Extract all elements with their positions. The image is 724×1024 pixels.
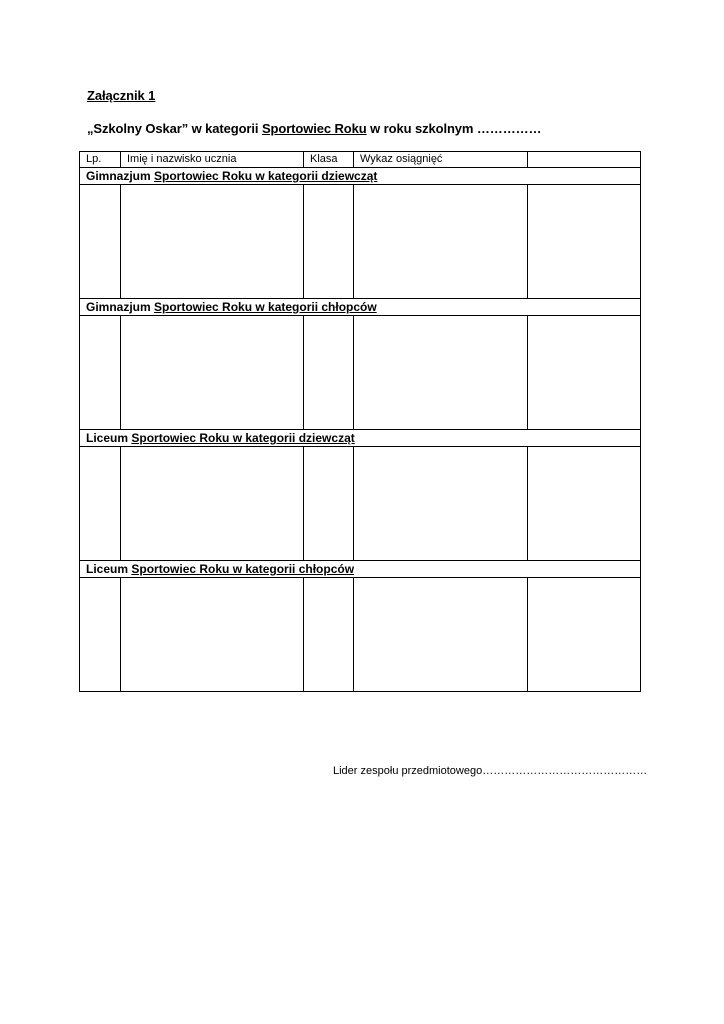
table-header-row xyxy=(80,152,641,168)
entry-cell-lp[interactable] xyxy=(80,316,121,430)
column-header-class: Klasa xyxy=(304,152,354,168)
table-row xyxy=(80,316,641,430)
table-row xyxy=(80,185,641,299)
entry-cell-achievements[interactable] xyxy=(354,316,528,430)
entry-cell-class[interactable] xyxy=(304,578,354,692)
column-header-achievements: Wykaz osiągnięć xyxy=(354,152,528,168)
entry-cell-name[interactable] xyxy=(121,447,304,561)
section-label: Sportowiec Roku w kategorii chłopców xyxy=(154,300,377,314)
entry-cell-extra[interactable] xyxy=(528,447,641,561)
section-prefix: Gimnazjum xyxy=(86,300,155,314)
table-row xyxy=(80,578,641,692)
entry-cell-class[interactable] xyxy=(304,316,354,430)
entry-cell-lp[interactable] xyxy=(80,578,121,692)
document-subtitle xyxy=(87,121,541,136)
section-row-lic-boys xyxy=(80,561,641,578)
entry-cell-name[interactable] xyxy=(121,185,304,299)
subtitle-text-start: „Szkolny Oskar” w kategorii xyxy=(87,121,262,136)
column-header-lp: Lp. xyxy=(80,152,121,168)
signature-line: Lider zespołu przedmiotowego……………………………………… xyxy=(333,765,648,777)
section-row-lic-girls xyxy=(80,430,641,447)
section-heading xyxy=(80,430,641,447)
entry-cell-class[interactable] xyxy=(304,447,354,561)
nomination-table xyxy=(79,151,641,692)
entry-cell-achievements[interactable] xyxy=(354,578,528,692)
document-title: Załącznik 1 xyxy=(87,88,156,103)
entry-cell-achievements[interactable] xyxy=(354,185,528,299)
section-label: Sportowiec Roku w kategorii dziewcząt xyxy=(154,169,378,183)
section-prefix: Liceum xyxy=(86,431,132,445)
table-row xyxy=(80,447,641,561)
section-prefix: Gimnazjum xyxy=(86,169,155,183)
entry-cell-name[interactable] xyxy=(121,316,304,430)
column-header-empty xyxy=(528,152,641,168)
entry-cell-achievements[interactable] xyxy=(354,447,528,561)
entry-cell-class[interactable] xyxy=(304,185,354,299)
section-row-gim-girls xyxy=(80,168,641,185)
section-heading xyxy=(80,299,641,316)
section-prefix: Liceum xyxy=(86,562,132,576)
entry-cell-lp[interactable] xyxy=(80,185,121,299)
entry-cell-lp[interactable] xyxy=(80,447,121,561)
section-label: Sportowiec Roku w kategorii chłopców xyxy=(131,562,355,576)
entry-cell-extra[interactable] xyxy=(528,316,641,430)
section-label: Sportowiec Roku w kategorii dziewcząt xyxy=(131,431,355,445)
section-heading xyxy=(80,561,641,578)
entry-cell-extra[interactable] xyxy=(528,578,641,692)
entry-cell-name[interactable] xyxy=(121,578,304,692)
column-header-name: Imię i nazwisko ucznia xyxy=(121,152,304,168)
section-heading xyxy=(80,168,641,185)
subtitle-category: Sportowiec Roku xyxy=(261,121,367,136)
entry-cell-extra[interactable] xyxy=(528,185,641,299)
section-row-gim-boys xyxy=(80,299,641,316)
subtitle-text-end: w roku szkolnym …………… xyxy=(366,121,542,136)
